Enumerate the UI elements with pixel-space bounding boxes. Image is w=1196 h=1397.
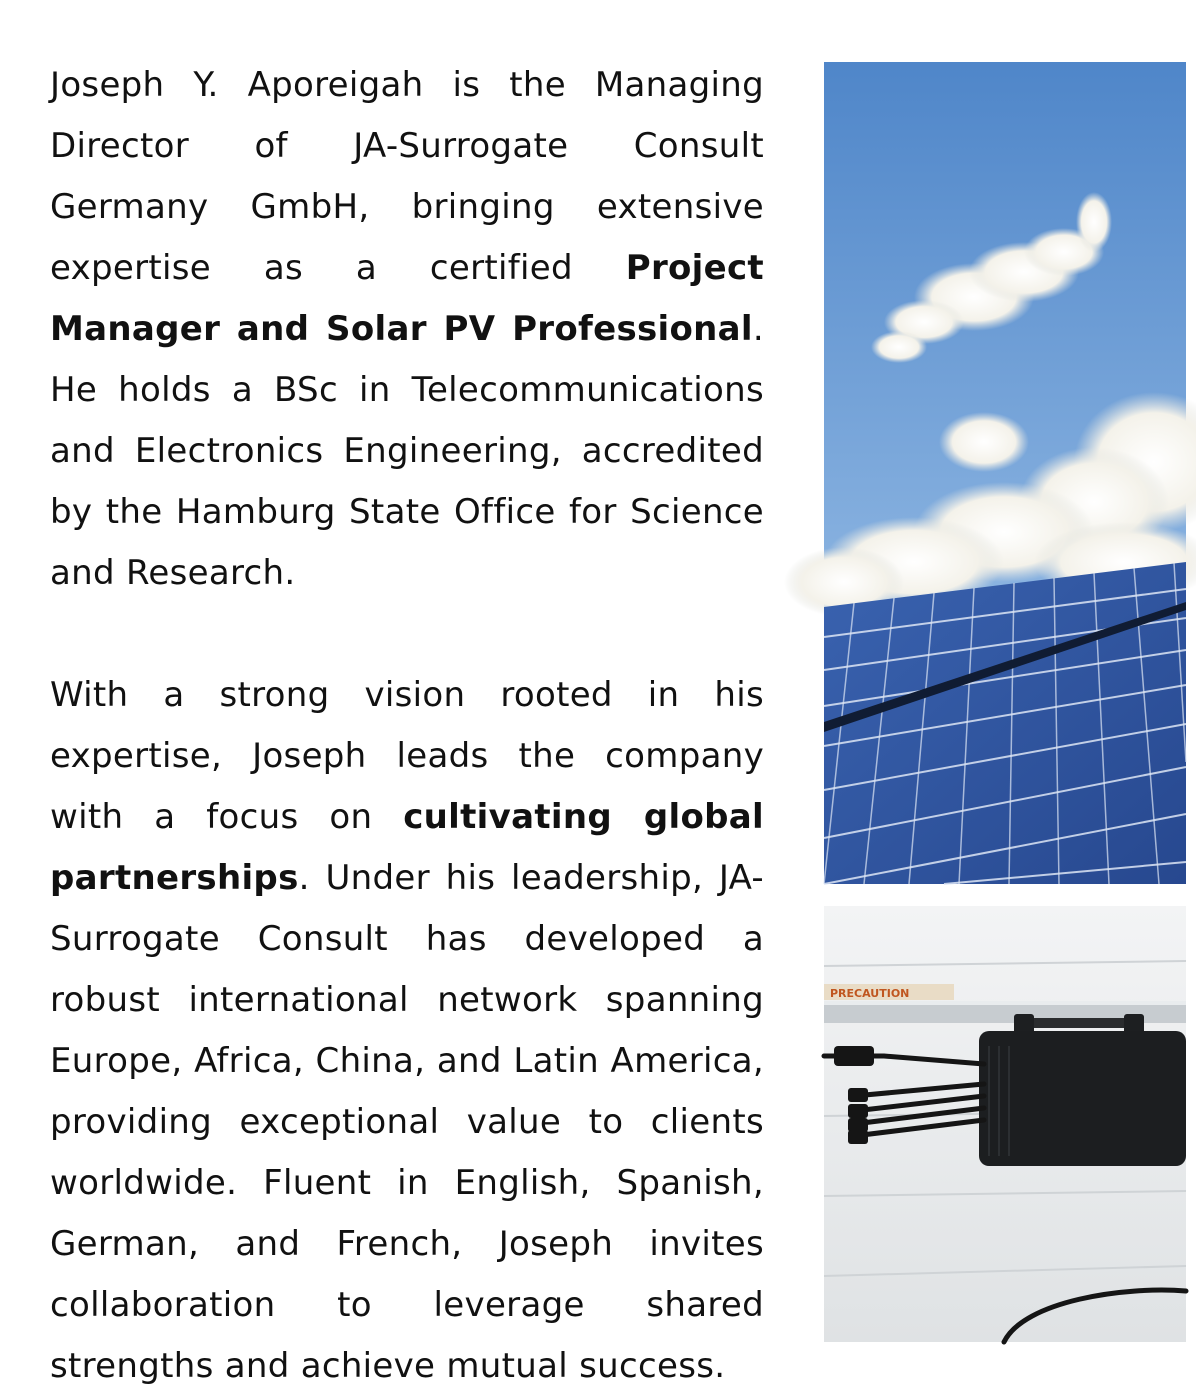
- solar-panel-array: [824, 562, 1186, 884]
- microinverter-photo: [824, 906, 1186, 1342]
- bio-paragraph-1-bold: Project Manager and Solar PV Professional: [50, 248, 764, 349]
- solar-panels-image: [824, 62, 1186, 884]
- microinverter-body: [979, 1014, 1186, 1166]
- precaution-label-text: PRECAUTION: [830, 987, 910, 1000]
- bio-paragraph-2-text-b: . Under his leadership, JA-Surrogate Consult has developed a robust international network spanning Europe, Africa, China, and Latin America, providing exceptional value to clients worldwide. Fluent in English, Spanish, German, and French, Joseph invites collaboration to leverage shared strengths and achieve mutual success.: [50, 858, 764, 1386]
- bio-text-column: [50, 55, 764, 1397]
- bio-paragraph-2-text-a: With a strong vision rooted in his expertise, Joseph leads the company with a focus on: [50, 675, 764, 837]
- bio-paragraph-1: [50, 55, 764, 604]
- solar-panels-photo: [824, 62, 1186, 884]
- bio-paragraph-1-text-b: . He holds a BSc in Telecommunications and Electronics Engineering, accredited by the Hamburg State Office for Science and Research.: [50, 309, 764, 593]
- microinverter-image: [824, 906, 1186, 1342]
- bio-paragraph-1-text-a: Joseph Y. Aporeigah is the Managing Director of JA-Surrogate Consult Germany GmbH, bringing extensive expertise as a certified: [50, 65, 764, 288]
- bio-paragraph-2: [50, 665, 764, 1397]
- bio-paragraph-2-bold: cultivating global partnerships: [50, 797, 764, 898]
